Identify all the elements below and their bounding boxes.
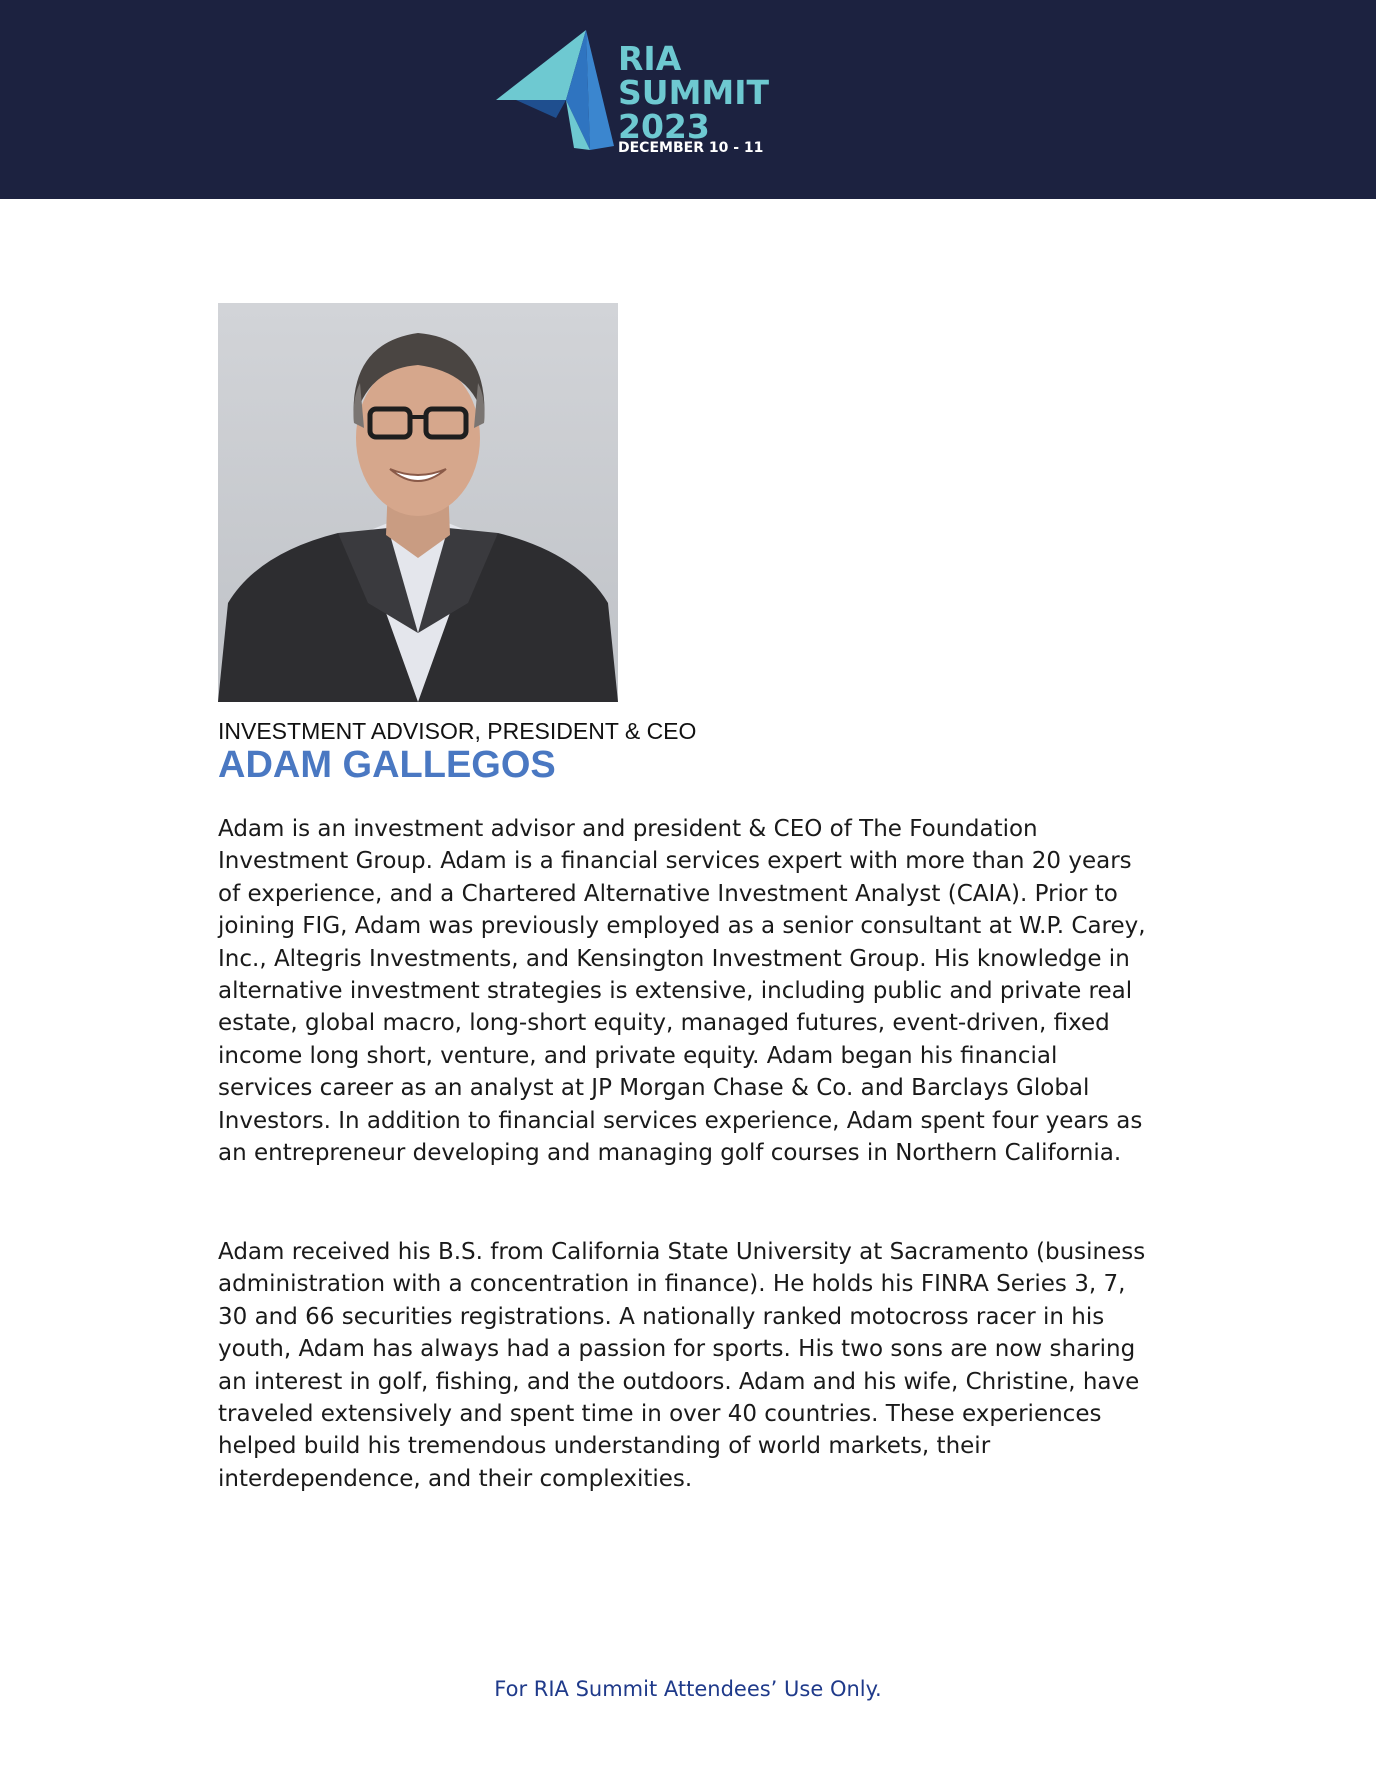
logo-line-summit: SUMMIT (618, 73, 770, 112)
bio-paragraph-1: Adam is an investment advisor and president & CEO of The Foundation Investment Group. Adam is a financial services expert with more than 20 years of experience, and a Chartered Alternative Investment Analyst (CAIA). Prior to joining FIG, Adam was previously employed as a senior consultant at W.P. Carey, Inc., Altegris Investments, and Kensington Investment Group. His knowledge in alternative investment strategies is extensive, including public and private real estate, global macro, long-short equity, managed futures, event-driven, fixed income long short, venture, and private equity. Adam began his financial services career as an analyst at JP Morgan Chase & Co. and Barclays Global Investors. In addition to financial services experience, Adam spent four years as an entrepreneur developing and managing golf courses in Northern California. (218, 816, 1146, 1167)
page-header (0, 0, 1376, 199)
logo-wordmark (618, 39, 770, 146)
footer-notice: For RIA Summit Attendees’ Use Only. (494, 1677, 882, 1701)
logo-line-ria: RIA (618, 39, 682, 78)
headshot-photo-icon (218, 303, 618, 702)
logo-event-date: DECEMBER 10 - 11 (618, 140, 764, 156)
logo-line-year: 2023 (618, 107, 710, 146)
ria-summit-logo (496, 28, 796, 160)
speaker-headshot (218, 303, 618, 702)
speaker-name: ADAM GALLEGOS (218, 744, 556, 786)
speaker-role: INVESTMENT ADVISOR, PRESIDENT & CEO (218, 718, 697, 744)
logo-paper-plane-icon (496, 28, 621, 160)
bio-paragraph-2: Adam received his B.S. from California State University at Sacramento (business administration with a concentration in finance). He holds his FINRA Series 3, 7, 30 and 66 securities registrations. A nationally ranked motocross racer in his youth, Adam has always had a passion for sports. His two sons are now sharing an interest in golf, fishing, and the outdoors. Adam and his wife, Christine, have traveled extensively and spent time in over 40 countries. These experiences helped build his tremendous understanding of world markets, their interdependence, and their complexities. (218, 1239, 1146, 1492)
